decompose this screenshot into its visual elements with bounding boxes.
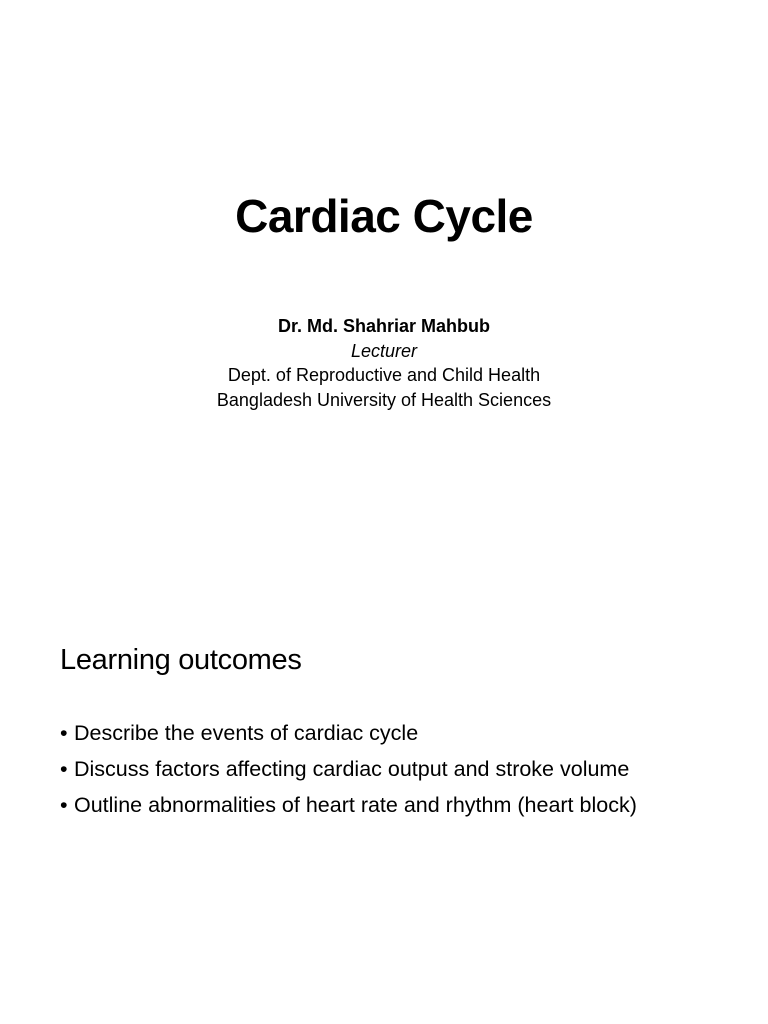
outcomes-list	[60, 715, 750, 823]
list-item	[60, 787, 750, 823]
bullet-icon: •	[60, 793, 68, 817]
outcomes-heading: Learning outcomes	[60, 644, 302, 676]
bullet-icon: •	[60, 757, 68, 781]
author-block	[0, 314, 768, 412]
list-item	[60, 715, 750, 751]
list-item	[60, 751, 750, 787]
author-institution: Bangladesh University of Health Sciences	[216, 389, 552, 410]
author-name: Dr. Md. Shahriar Mahbub	[277, 316, 491, 336]
bullet-icon: •	[60, 721, 68, 745]
author-department: Dept. of Reproductive and Child Health	[227, 365, 541, 385]
author-role: Lecturer	[350, 340, 418, 361]
list-item-text: Outline abnormalities of heart rate and rhythm (heart block)	[74, 793, 637, 817]
outcomes-slide	[0, 512, 768, 1024]
list-item-text: Discuss factors affecting cardiac output and stroke volume	[74, 757, 630, 781]
slide-title: Cardiac Cycle	[235, 190, 533, 242]
list-item-text: Describe the events of cardiac cycle	[74, 721, 419, 745]
